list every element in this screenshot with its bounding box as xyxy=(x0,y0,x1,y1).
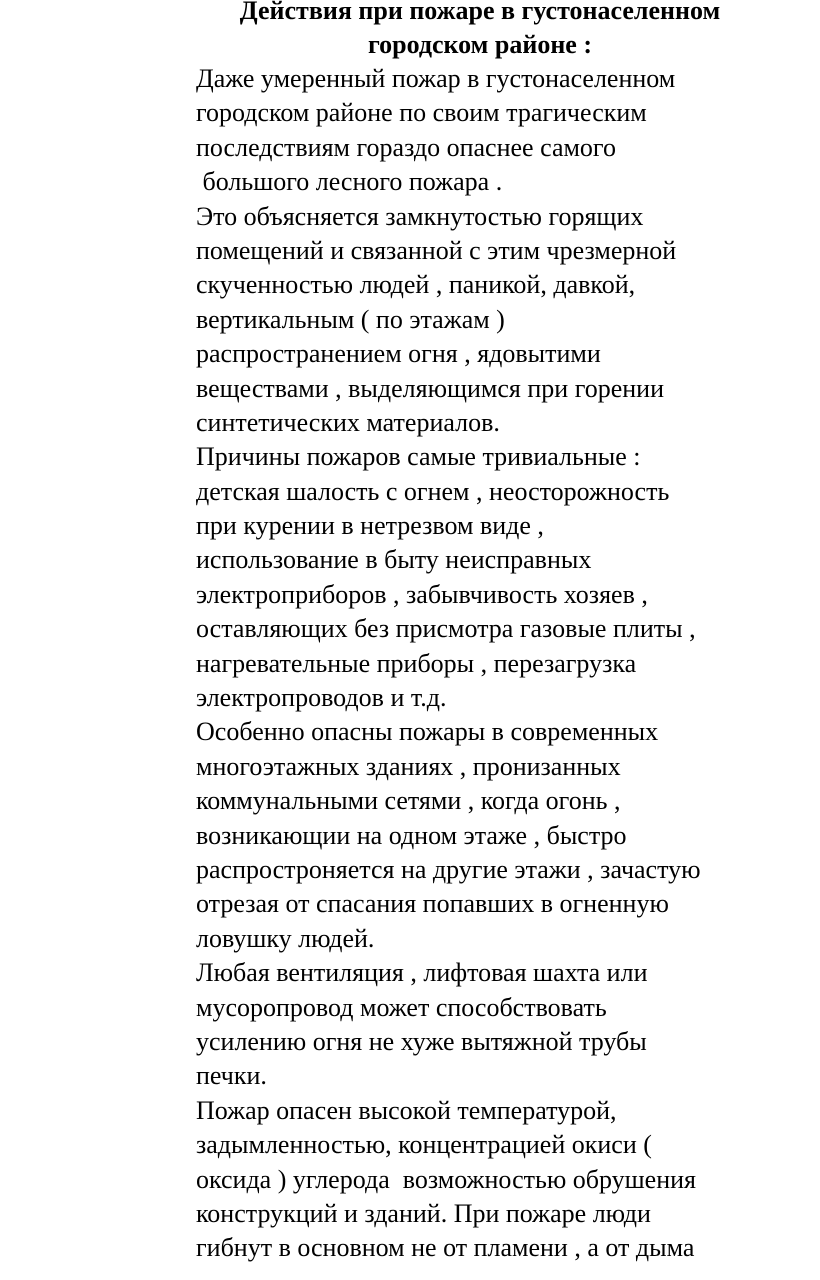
body-line: усилению огня не хуже вытяжной трубы xyxy=(196,1026,647,1056)
title-line: Действия при пожаре в густонаселенном xyxy=(239,0,721,25)
body-line: распростроняется на другие этажи , зачастую xyxy=(196,854,701,884)
body-line: вертикальным ( по этажам ) xyxy=(196,304,505,334)
body-line: оксида ) углерода возможностью обрушения xyxy=(196,1164,696,1194)
body-line: помещений и связанной с этим чрезмерной xyxy=(196,235,677,265)
body-line: многоэтажных зданиях , пронизанных xyxy=(196,751,621,781)
body-line: детская шалость с огнем , неосторожность xyxy=(196,476,670,506)
body-line: электропроводов и т.д. xyxy=(196,683,447,713)
document-title xyxy=(180,0,780,62)
body-line: скученностью людей , паникой, давкой, xyxy=(196,270,636,300)
body-line: Причины пожаров самые тривиальные : xyxy=(196,442,641,472)
body-line: распространением огня , ядовытими xyxy=(196,339,601,369)
body-line: ловушку людей. xyxy=(196,923,375,953)
body-line: большого лесного пожара . xyxy=(196,167,503,197)
body-line: Даже умеренный пожар в густонаселенном xyxy=(196,64,676,93)
body-line: последствиям гораздо опаснее самого xyxy=(196,132,616,162)
title-line: городском районе : xyxy=(367,30,593,59)
body-line: электроприборов , забывчивость хозяев , xyxy=(196,579,648,609)
body-line: мусоропровод может способствовать xyxy=(196,992,607,1022)
body-line: Это объясняется замкнутостью горящих xyxy=(196,201,644,231)
body-line: гибнут в основном не от пламени , а от дыма xyxy=(196,1233,695,1263)
body-line: веществами , выделяющимся при горении xyxy=(196,373,664,403)
body-line: возникающии на одном этаже , быстро xyxy=(196,820,627,850)
body-line: задымленностью, концентрацией окиси ( xyxy=(196,1130,652,1160)
body-line: печки. xyxy=(196,1061,267,1091)
body-line: городском районе по своим трагическим xyxy=(196,98,647,128)
body-line: Пожар опасен высокой температурой, xyxy=(196,1095,617,1125)
body-line: при курении в нетрезвом виде , xyxy=(196,511,544,541)
body-line: коммунальными сетями , когда огонь , xyxy=(196,786,621,816)
body-line: конструкций и зданий. При пожаре люди xyxy=(196,1198,651,1228)
body-line: синтетических материалов. xyxy=(196,407,500,437)
body-line: нагревательные приборы , перезагрузка xyxy=(196,648,637,678)
body-line: отрезая от спасания попавших в огненную xyxy=(196,889,669,919)
body-line: Любая вентиляция , лифтовая шахта или xyxy=(196,958,648,988)
body-line: оставляющих без присмотра газовые плиты , xyxy=(196,614,696,644)
document-body xyxy=(196,62,816,1266)
body-line: использование в быту неисправных xyxy=(196,545,592,575)
body-line: Особенно опасны пожары в современных xyxy=(196,717,659,747)
